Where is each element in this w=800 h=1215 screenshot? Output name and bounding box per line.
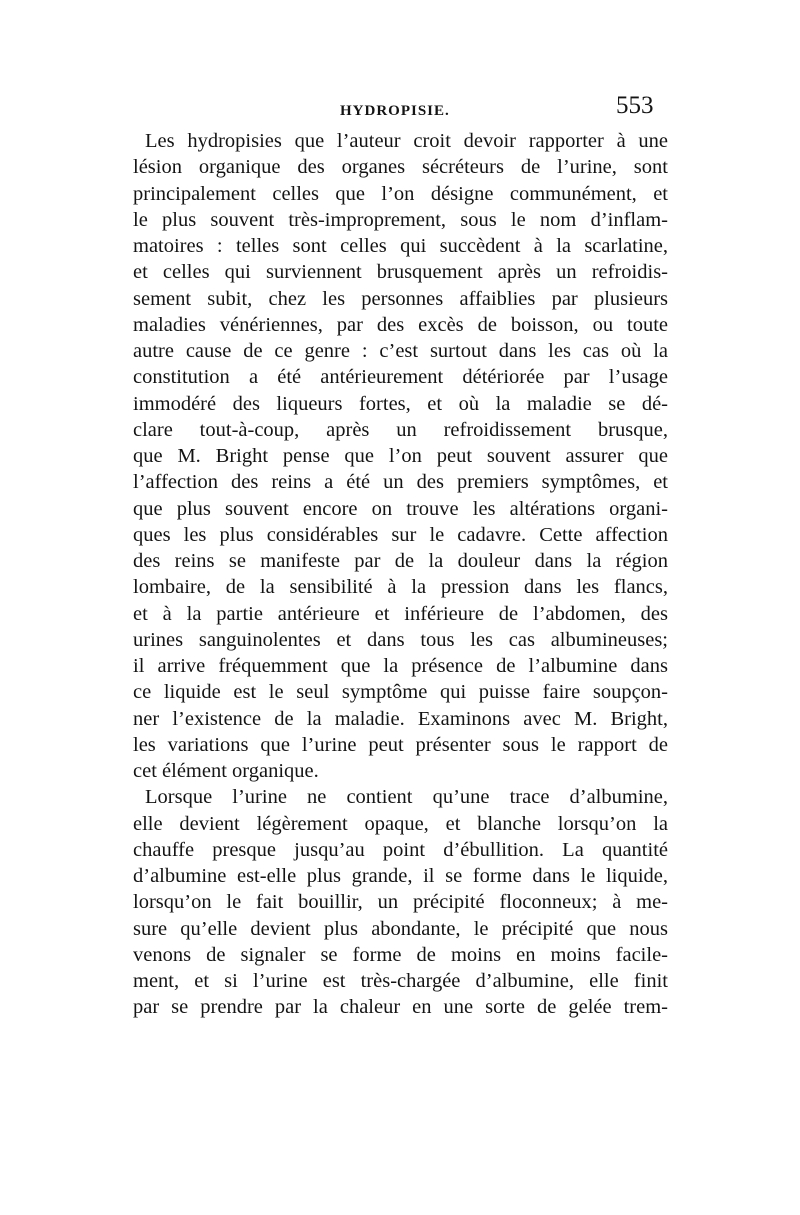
text-line: ce liquide est le seul symptôme qui puisse faire soupçon-	[133, 681, 668, 704]
text-line: et à la partie antérieure et inférieure de l’abdomen, des	[133, 602, 668, 625]
text-line: ques les plus considérables sur le cadavre. Cette affection	[133, 523, 668, 546]
text-line: autre cause de ce genre : c’est surtout dans les cas où la	[133, 340, 668, 362]
paragraph-1	[133, 128, 668, 784]
text-line: les variations que l’urine peut présenter sous le rapport de	[133, 733, 668, 756]
text-line: urines sanguinolentes et dans tous les cas albumineuses;	[133, 628, 668, 651]
body-text	[133, 128, 668, 1021]
text-line: lombaire, de la sensibilité à la pression dans les flancs,	[133, 576, 668, 599]
text-line: cet élément organique.	[133, 760, 319, 782]
text-line: ment, et si l’urine est très-chargée d’albumine, elle finit	[133, 970, 668, 992]
running-title: HYDROPISIE.	[340, 103, 450, 119]
text-line: lésion organique des organes sécréteurs de l’urine, sont	[133, 156, 668, 179]
text-line: elle devient légèrement opaque, et blanche lorsqu’on la	[133, 812, 668, 835]
text-line: l’affection des reins a été un des premiers symptômes, et	[133, 471, 668, 494]
text-line: clare tout-à-coup, après un refroidissement brusque,	[133, 418, 668, 441]
text-line: lorsqu’on le fait bouillir, un précipité floconneux; à me-	[133, 891, 668, 914]
text-line: sement subit, chez les personnes affaiblies par plusieurs	[133, 287, 668, 310]
text-line: matoires : telles sont celles qui succèdent à la scarlatine,	[133, 235, 668, 257]
text-line: Lorsque l’urine ne contient qu’une trace d’albumine,	[145, 786, 668, 809]
text-line: sure qu’elle devient plus abondante, le précipité que nous	[133, 917, 668, 940]
text-line: principalement celles que l’on désigne communément, et	[133, 182, 668, 205]
text-line: il arrive fréquemment que la présence de l’albumine dans	[133, 655, 668, 677]
text-line: le plus souvent très-improprement, sous le nom d’inflam-	[133, 208, 668, 231]
text-line: d’albumine est-elle plus grande, il se forme dans le liquide,	[133, 865, 668, 887]
text-line: et celles qui surviennent brusquement après un refroidis-	[133, 261, 668, 284]
text-line: que plus souvent encore on trouve les altérations organi-	[133, 497, 668, 520]
paragraph-2	[133, 784, 668, 1020]
text-line: des reins se manifeste par de la douleur dans la région	[133, 550, 668, 572]
text-line: par se prendre par la chaleur en une sorte de gelée trem-	[133, 996, 668, 1019]
text-line: ner l’existence de la maladie. Examinons avec M. Bright,	[133, 707, 668, 730]
text-line: immodéré des liqueurs fortes, et où la maladie se dé-	[133, 392, 668, 415]
text-line: maladies vénériennes, par des excès de boisson, ou toute	[133, 313, 668, 336]
text-line: Les hydropisies que l’auteur croit devoir rapporter à une	[145, 130, 668, 152]
text-line: constitution a été antérieurement détériorée par l’usage	[133, 366, 668, 389]
page-number: 553	[616, 92, 654, 119]
text-line: chauffe presque jusqu’au point d’ébullition. La quantité	[133, 838, 668, 861]
text-line: que M. Bright pense que l’on peut souvent assurer que	[133, 445, 668, 467]
text-line: venons de signaler se forme de moins en moins facile-	[133, 943, 668, 966]
